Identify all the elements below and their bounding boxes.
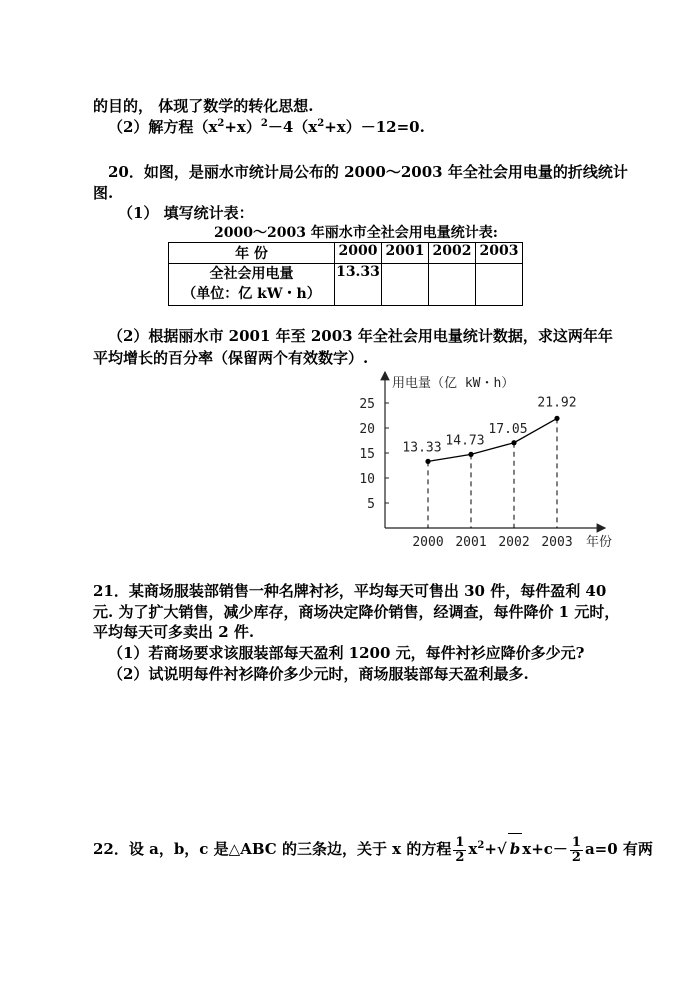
x-tick-label: 2003 — [541, 535, 573, 550]
eq-sup: 2 — [217, 118, 225, 129]
header-year-2001: 2001 — [382, 243, 429, 264]
header-year-label: 年 份 — [169, 243, 335, 264]
q20-line-1: 20．如图，是丽水市统计局公布的 2000～2003 年全社会用电量的折线统计 — [108, 163, 628, 181]
data-label: 21.92 — [537, 395, 577, 411]
x-squared-exponent: 2 — [477, 840, 485, 851]
intro-equation — [108, 117, 425, 137]
fraction-numerator: 1 — [455, 834, 465, 850]
eq-sup: 2 — [317, 118, 325, 129]
row-label-line-1: 全社会用电量 — [209, 266, 294, 282]
eq-part: +x）－12=0. — [324, 118, 425, 136]
plus-sign: + — [484, 840, 497, 858]
q20-part-1: （1） 填写统计表： — [118, 204, 254, 222]
q20-line-2: 图. — [93, 184, 114, 202]
stat-table — [168, 242, 523, 306]
chart-plot-area — [359, 395, 576, 550]
fraction-denominator: 2 — [455, 849, 465, 865]
cell-2002 — [429, 264, 476, 306]
q22-text-start: 22．设 a，b，c 是△ABC 的三条边，关于 x 的方程 — [93, 840, 452, 858]
data-point — [511, 440, 516, 445]
q21-line-2: 元. 为了扩大销售，减少库存，商场决定降价销售，经调查，每件降价 1 元时， — [93, 603, 620, 621]
eq-part: （2）解方程（x — [108, 118, 218, 136]
eq-part: －4（x — [267, 118, 318, 136]
y-tick-label: 10 — [359, 472, 375, 487]
header-year-2003: 2003 — [476, 243, 523, 264]
table-data-row — [169, 264, 523, 306]
q20-part-2-line-1: （2）根据丽水市 2001 年至 2003 年全社会用电量统计数据，求这两年年 — [108, 327, 613, 345]
x-tick-label: 2002 — [498, 535, 530, 550]
y-tick-label: 5 — [367, 497, 375, 512]
data-point — [468, 452, 473, 457]
fraction-one-half — [453, 836, 466, 865]
y-axis-label: 用电量（亿 kW・h） — [392, 376, 515, 391]
q20-part-2-line-2: 平均增长的百分率（保留两个有效数字）. — [93, 349, 369, 367]
q21-sub-2: （2）试说明每件衬衫降价多少元时，商场服装部每天盈利最多. — [108, 665, 529, 683]
fraction-denominator: 2 — [571, 849, 581, 865]
data-label: 17.05 — [488, 421, 528, 437]
eq-sup: 2 — [260, 118, 268, 129]
sqrt-argument: b — [508, 833, 523, 864]
data-point — [425, 459, 430, 464]
x-tick-label: 2001 — [455, 535, 487, 550]
line-chart — [340, 362, 620, 554]
q21-sub-1: （1）若商场要求该服装部每天盈利 1200 元，每件衬衫应降价多少元? — [108, 644, 585, 662]
y-tick-label: 25 — [359, 397, 375, 412]
table-header-row — [169, 243, 523, 264]
y-tick-label: 20 — [359, 422, 375, 437]
y-tick-label: 15 — [359, 447, 375, 462]
q21-line-1: 21．某商场服装部销售一种名牌衬衫，平均每天可售出 30 件，每件盈利 40 — [93, 582, 607, 600]
q22-mid-text: x+c－ — [522, 840, 568, 858]
fraction-one-half — [570, 836, 583, 865]
q22-line — [93, 833, 653, 865]
data-label: 14.73 — [445, 433, 485, 449]
table-title: 2000～2003 年丽水市全社会用电量统计表: — [214, 225, 498, 241]
fraction-numerator: 1 — [571, 834, 581, 850]
row-label — [169, 264, 335, 306]
cell-2003 — [476, 264, 523, 306]
header-year-2000: 2000 — [335, 243, 382, 264]
sqrt-symbol: √ — [496, 840, 507, 858]
row-label-line-2: （单位：亿 kW・h） — [182, 286, 321, 302]
q21-line-3: 平均每天可多卖出 2 件. — [93, 623, 255, 641]
cell-2001 — [382, 264, 429, 306]
x-tick-label: 2000 — [412, 535, 444, 550]
x-axis-label: 年份 — [586, 535, 613, 550]
intro-line-1: 的目的， 体现了数学的转化思想. — [93, 97, 314, 115]
eq-part: +x） — [224, 118, 261, 136]
data-point — [554, 416, 559, 421]
q22-text-end: a=0 有两 — [584, 840, 653, 858]
cell-2000: 13.33 — [335, 264, 382, 306]
data-label: 13.33 — [402, 440, 442, 456]
x-squared-base: x — [468, 840, 478, 858]
header-year-2002: 2002 — [429, 243, 476, 264]
